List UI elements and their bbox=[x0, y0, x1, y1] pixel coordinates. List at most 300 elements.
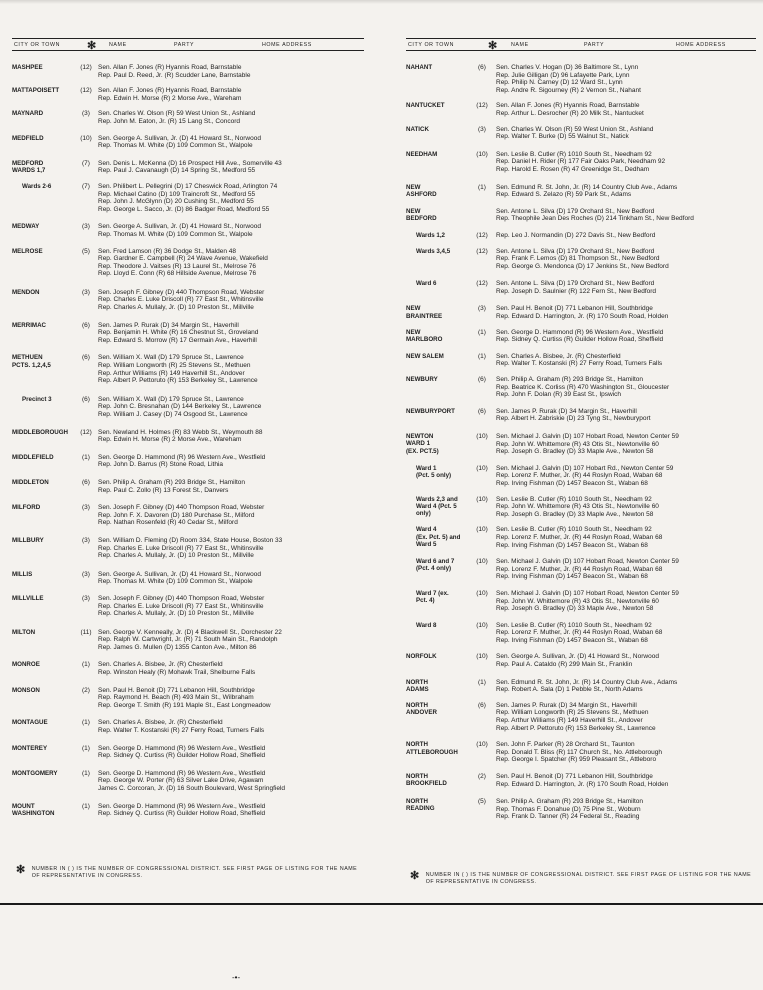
representatives bbox=[496, 798, 756, 821]
sub-area-name: Wards 1,2 bbox=[416, 231, 446, 239]
legislator-line: Rep. Paul C. Zollo (R) 13 Forest St., Danvers bbox=[98, 486, 229, 494]
representatives bbox=[496, 558, 756, 581]
town-name: MASHPEE bbox=[12, 64, 43, 71]
legislator-line: Sen. William X. Wall (D) 179 Spruce St., Lawrence bbox=[98, 395, 244, 403]
town-entry bbox=[406, 702, 756, 732]
town-entry bbox=[12, 504, 364, 527]
legislator-line: Rep. Edwin H. Morse (R) 2 Morse Ave., Wareham bbox=[98, 94, 242, 102]
town-entry bbox=[406, 465, 756, 488]
representatives bbox=[496, 702, 756, 732]
legislator-line: Rep. Edwin H. Morse (R) 2 Morse Ave., Wareham bbox=[98, 436, 242, 444]
representatives bbox=[98, 135, 364, 150]
town-entry bbox=[12, 87, 364, 102]
page-mark: -•- bbox=[232, 973, 241, 982]
legislator-line: Rep. John C. Bresnahan (D) 144 Berkeley St., Lawrence bbox=[98, 403, 262, 411]
representatives bbox=[98, 183, 364, 213]
legislator-line: Rep. Albert P. Pettoruto (R) 153 Berkeley St., Lawrence bbox=[98, 377, 258, 385]
legislator-line: Sen. Joseph F. Gibney (D) 440 Thompson Road, Webster bbox=[98, 504, 265, 512]
legislator-line: Sen. Michael J. Galvin (D) 107 Hobart Road, Newton Center 59 bbox=[496, 589, 679, 597]
town-entry bbox=[12, 479, 364, 494]
legislator-line: Rep. Irving Fishman (D) 1457 Beacon St., Waban 68 bbox=[496, 636, 648, 644]
representatives bbox=[496, 64, 756, 94]
town-entry bbox=[12, 223, 364, 238]
legislator-line: Sen. Leslie B. Cutler (R) 1010 South St., Needham 92 bbox=[496, 621, 652, 629]
legislator-line: Sen. Philibert L. Pellegrini (D) 17 Cheswick Road, Arlington 74 bbox=[98, 182, 278, 190]
town-name: MIDDLEFIELD bbox=[12, 453, 54, 461]
legislator-line: Sen. George V. Kenneally, Jr. (D) 4 Blackwell St., Dorchester 22 bbox=[98, 628, 282, 636]
town-name: MILLIS bbox=[12, 570, 33, 578]
congressional-district: (10) bbox=[80, 134, 92, 142]
congressional-district: (10) bbox=[476, 589, 488, 597]
town-name: MATTAPOISETT bbox=[12, 87, 60, 95]
sub-area-name: Ward 6 bbox=[416, 280, 437, 288]
legislator-line: Rep. Michael Catino (D) 109 Traincroft St., Medford 55 bbox=[98, 190, 256, 198]
representatives bbox=[496, 465, 756, 488]
legislator-line: Sen. George A. Sullivan, Jr. (D) 41 Howard St., Norwood bbox=[98, 134, 261, 142]
asterisk-icon: ✻ bbox=[410, 870, 420, 882]
legislator-line: Sen. Charles A. Bisbee, Jr. (R) Chesterfield bbox=[496, 352, 621, 360]
congressional-district: (10) bbox=[476, 558, 488, 566]
representatives bbox=[98, 479, 364, 494]
town-entry bbox=[12, 745, 364, 760]
legislator-line: Sen. George A. Sullivan, Jr. (D) 41 Howard St., Norwood bbox=[496, 653, 659, 661]
legislator-line: Rep. Ralph W. Cartwright, Jr. (R) 71 South Main St., Randolph bbox=[98, 636, 278, 644]
town-entry bbox=[12, 571, 364, 586]
legislator-line: Sen. Charles W. Olson (R) 59 West Union St., Ashland bbox=[98, 110, 256, 118]
congressional-district: (1) bbox=[478, 183, 486, 191]
header-name: NAME bbox=[511, 41, 529, 48]
town-entry bbox=[406, 408, 756, 423]
legislator-line: Rep. Raymond H. Beach (R) 493 Main St., Wilbraham bbox=[98, 694, 254, 702]
representatives bbox=[98, 719, 364, 734]
town-name: MERRIMAC bbox=[12, 321, 47, 329]
legislator-line: Rep. Lorenz F. Muther, Jr. (R) 44 Roslyn Road, Waban 68 bbox=[496, 472, 663, 480]
congressional-district: (6) bbox=[478, 64, 486, 71]
footnote-right bbox=[410, 872, 755, 886]
sub-area-name: Ward 6 and 7 (Pct. 4 only) bbox=[416, 558, 455, 573]
congressional-district: (10) bbox=[476, 741, 488, 749]
representatives bbox=[496, 151, 756, 174]
town-entry bbox=[12, 396, 364, 419]
legislator-line: Sen. Paul H. Benoit (D) 771 Lebanon Hill, Southbridge bbox=[496, 305, 653, 313]
town-entry bbox=[406, 433, 756, 456]
congressional-district: (6) bbox=[82, 478, 90, 486]
representatives bbox=[496, 773, 756, 788]
legislator-line: Rep. Philip N. Carney (D) 12 Ward St., Lynn bbox=[496, 79, 623, 87]
legislator-line: Rep. Donald T. Bliss (R) 117 Church St., No. Attleborough bbox=[496, 748, 662, 756]
header-home-address: HOME ADDRESS bbox=[262, 41, 312, 48]
town-entry bbox=[12, 687, 364, 710]
representatives bbox=[98, 396, 364, 419]
header-city-or-town: CITY OR TOWN bbox=[14, 41, 61, 48]
legislator-line: Rep. Sidney Q. Curtiss (R) Guilder Hollow Road, Sheffield bbox=[98, 810, 266, 818]
legislator-line: Sen. Leslie B. Cutler (R) 1010 South St., Needham 92 bbox=[496, 150, 652, 158]
legislator-line: Rep. George W. Porter (R) 63 Silver Lake Drive, Agawam bbox=[98, 777, 264, 785]
congressional-district: (12) bbox=[476, 231, 488, 239]
legislator-line: Rep. Arthur L. Desrocher (R) 20 Milk St., Nantucket bbox=[496, 109, 644, 117]
town-name: MAYNARD bbox=[12, 110, 44, 118]
column-header bbox=[406, 38, 756, 51]
sub-area-name: Wards 3,4,5 bbox=[416, 247, 451, 255]
column-header bbox=[12, 38, 364, 51]
town-name: MIDDLEBOROUGH bbox=[12, 428, 69, 436]
town-name: NORTH ATTLEBOROUGH bbox=[406, 741, 458, 756]
legislator-line: Rep. Joseph G. Bradley (D) 33 Maple Ave., Newton 58 bbox=[496, 605, 654, 613]
legislator-line: Rep. Winston Healy (R) Mohawk Trail, Shelburne Falls bbox=[98, 669, 256, 677]
town-name: MONTGOMERY bbox=[12, 769, 58, 777]
representatives bbox=[98, 687, 364, 710]
legislator-line: Rep. Thomas M. White (D) 109 Common St., Walpole bbox=[98, 142, 253, 150]
legislator-line: Rep. Arthur Williams (R) 149 Haverhill St., Andover bbox=[496, 717, 643, 725]
representatives bbox=[496, 329, 756, 344]
representatives bbox=[496, 408, 756, 423]
congressional-district: (3) bbox=[478, 305, 486, 313]
sub-area-name: Wards 2,3 and Ward 4 (Pct. 5 only) bbox=[416, 495, 458, 518]
header-party: PARTY bbox=[174, 41, 195, 48]
legislator-line: Rep. Albert H. Zabriskie (D) 23 Tyng St., Newburyport bbox=[496, 415, 651, 423]
legislator-line: Rep. Julie Gilligan (D) 96 Lafayette Park, Lynn bbox=[496, 71, 630, 79]
town-entry bbox=[406, 329, 756, 344]
legislator-line: Rep. Edward D. Harrington, Jr. (R) 170 South Road, Holden bbox=[496, 313, 669, 321]
congressional-district: (11) bbox=[80, 628, 92, 636]
town-entry bbox=[406, 151, 756, 174]
representatives bbox=[496, 653, 756, 668]
congressional-district: (5) bbox=[82, 247, 90, 255]
town-name: MENDON bbox=[12, 288, 40, 296]
representatives bbox=[496, 353, 756, 368]
congressional-district: (1) bbox=[478, 352, 486, 360]
town-entry bbox=[406, 64, 756, 94]
legislator-line: Sen. James P. Rurak (D) 34 Margin St., Haverhill bbox=[496, 407, 637, 415]
legislator-line: Sen. Leslie B. Cutler (R) 1010 South St., Needham 92 bbox=[496, 495, 652, 503]
legislator-line: Rep. Beatrice K. Corliss (R) 470 Washington St., Gloucester bbox=[496, 383, 670, 391]
legislator-line: Rep. Joseph D. Saulnier (R) 122 Fern St., New Bedford bbox=[496, 287, 657, 295]
town-name: NEEDHAM bbox=[406, 150, 438, 158]
representatives bbox=[98, 595, 364, 618]
town-entry bbox=[406, 653, 756, 668]
congressional-district: (6) bbox=[82, 395, 90, 403]
legislator-line: Sen. George D. Hammond (R) 96 Western Ave., Westfield bbox=[98, 453, 266, 461]
congressional-district: (1) bbox=[82, 802, 90, 810]
town-entry bbox=[406, 232, 756, 240]
congressional-district: (10) bbox=[476, 621, 488, 629]
town-entry bbox=[12, 135, 364, 150]
town-name: NORFOLK bbox=[406, 653, 437, 661]
legislator-line: Rep. Joseph G. Bradley (D) 33 Maple Ave., Newton 58 bbox=[496, 448, 654, 456]
legislator-line: Rep. Lloyd E. Conn (R) 68 Hillside Avenue, Melrose 76 bbox=[98, 270, 257, 278]
town-name: MOUNT WASHINGTON bbox=[12, 802, 55, 817]
representatives bbox=[496, 496, 756, 519]
town-entry bbox=[406, 622, 756, 645]
representatives bbox=[98, 661, 364, 676]
legislator-line: Rep. William Longworth (R) 25 Stevens St., Methuen bbox=[98, 362, 251, 370]
legislator-line: Sen. Antone L. Silva (D) 179 Orchard St., New Bedford bbox=[496, 247, 655, 255]
representatives bbox=[496, 248, 756, 271]
congressional-district: (10) bbox=[476, 653, 488, 661]
town-entry bbox=[406, 208, 756, 223]
town-name: NORTH ANDOVER bbox=[406, 701, 437, 717]
town-name: MEDFORD WARDS 1,7 bbox=[12, 159, 46, 175]
town-name: NEWBURYPORT bbox=[406, 407, 455, 415]
header-city-or-town: CITY OR TOWN bbox=[408, 41, 455, 48]
legislator-line: Sen. George D. Hammond (R) 96 Western Ave., Westfield bbox=[98, 744, 266, 752]
town-name: MONTEREY bbox=[12, 744, 48, 752]
town-entry bbox=[406, 280, 756, 295]
town-entry bbox=[406, 305, 756, 320]
town-entry bbox=[406, 184, 756, 199]
town-name: NEWBURY bbox=[406, 376, 438, 384]
representatives bbox=[496, 622, 756, 645]
congressional-district: (2) bbox=[82, 686, 90, 694]
legislator-line: Rep. Paul A. Cataldo (R) 299 Main St., Franklin bbox=[496, 661, 633, 669]
legislator-line: Rep. Thomas M. White (D) 109 Common St., Walpole bbox=[98, 230, 253, 238]
legislator-line: Rep. Lorenz F. Muther, Jr. (R) 44 Roslyn Road, Waban 68 bbox=[496, 629, 663, 637]
legislator-line: Sen. James P. Rurak (D) 34 Margin St., Haverhill bbox=[496, 701, 637, 709]
legislator-line: Rep. Leo J. Normandin (D) 272 Davis St., New Bedford bbox=[496, 231, 656, 239]
congressional-district: (3) bbox=[82, 223, 90, 231]
congressional-district: (6) bbox=[82, 321, 90, 329]
sub-area-name: Wards 2-6 bbox=[22, 182, 52, 190]
legislator-line: Sen. William D. Fleming (D) Room 334, State House, Boston 33 bbox=[98, 536, 283, 544]
town-name: METHUEN PCTS. 1,2,4,5 bbox=[12, 354, 51, 369]
legislator-line: Sen. George D. Hammond (R) 96 Western Ave., Westfield bbox=[98, 802, 266, 810]
congressional-district: (3) bbox=[82, 594, 90, 602]
right-column bbox=[406, 38, 756, 830]
legislator-line: Sen. John F. Parker (R) 28 Orchard St., Taunton bbox=[496, 741, 635, 749]
congressional-district: (1) bbox=[82, 769, 90, 777]
sub-area-name: Ward 7 (ex. Pct. 4) bbox=[416, 589, 449, 605]
legislator-line: Rep. Walter T. Kostanski (R) 27 Ferry Road, Turners Falls bbox=[98, 727, 265, 735]
legislator-line: Sen. Joseph F. Gibney (D) 440 Thompson Road, Webster bbox=[98, 594, 265, 602]
representatives bbox=[98, 160, 364, 175]
town-name: NEW ASHFORD bbox=[406, 183, 437, 198]
legislator-line: Rep. George G. Mendonca (D) 17 Jenkins St., New Bedford bbox=[496, 262, 669, 270]
representatives bbox=[496, 376, 756, 399]
town-name: MILLBURY bbox=[12, 536, 44, 544]
town-entry bbox=[406, 526, 756, 549]
header-name: NAME bbox=[109, 41, 127, 48]
legislator-line: Sen. Denis L. McKenna (D) 16 Prospect Hill Ave., Somerville 43 bbox=[98, 159, 282, 167]
town-entry bbox=[406, 679, 756, 694]
congressional-district: (5) bbox=[478, 798, 486, 806]
town-entry bbox=[12, 770, 364, 793]
town-name: MILLVILLE bbox=[12, 594, 44, 602]
legislator-line: Rep. Paul J. Cavanaugh (D) 14 Spring St., Medford 55 bbox=[98, 167, 256, 175]
town-entry bbox=[12, 719, 364, 734]
legislator-line: Sen. Newland H. Holmes (R) 83 Webb St., Weymouth 88 bbox=[98, 428, 263, 436]
congressional-district: (3) bbox=[478, 125, 486, 133]
congressional-district: (3) bbox=[82, 536, 90, 544]
town-name: MIDDLETON bbox=[12, 478, 49, 486]
town-entry bbox=[406, 798, 756, 821]
legislator-line: Rep. Robert A. Sala (D) 1 Pebble St., North Adams bbox=[496, 686, 643, 694]
legislator-line: Rep. Theophile Jean Des Roches (D) 214 Tinkham St., New Bedford bbox=[496, 215, 694, 223]
legislator-line: Rep. Frank D. Tanner (R) 24 Federal St., Reading bbox=[496, 813, 640, 821]
legislator-line: Rep. William Longworth (R) 25 Stevens St., Methuen bbox=[496, 709, 649, 717]
congressional-district: (6) bbox=[478, 701, 486, 709]
legislator-line: Rep. Daniel H. Rider (R) 177 Fair Oaks Park, Needham 92 bbox=[496, 158, 666, 166]
representatives bbox=[98, 354, 364, 384]
representatives bbox=[496, 184, 756, 199]
town-entry bbox=[406, 102, 756, 117]
representatives bbox=[98, 429, 364, 444]
town-name: MONROE bbox=[12, 661, 40, 669]
town-entry bbox=[12, 429, 364, 444]
town-name: NATICK bbox=[406, 125, 429, 133]
town-entry bbox=[12, 248, 364, 278]
legislator-line: Rep. Theodore J. Vaitses (R) 13 Laurel St., Melrose 76 bbox=[98, 262, 257, 270]
legislator-line: Rep. Thomas M. White (D) 109 Common St., Walpole bbox=[98, 578, 253, 586]
legislator-line: James C. Corcoran, Jr. (D) 16 South Boulevard, West Springfield bbox=[98, 785, 286, 792]
left-entries bbox=[12, 64, 364, 818]
congressional-district bbox=[468, 208, 496, 223]
congressional-district: (10) bbox=[476, 526, 488, 534]
town-name: NEW MARLBORO bbox=[406, 328, 443, 343]
legislator-line: Rep. Charles A. Mullaly, Jr. (D) 10 Preston St., Millville bbox=[98, 304, 254, 312]
legislator-line: Rep. John W. Whittemore (R) 43 Otis St., Newtonville 60 bbox=[496, 440, 659, 448]
sub-area-name: Ward 8 bbox=[416, 621, 437, 629]
page-top-edge bbox=[0, 0, 763, 4]
congressional-district: (6) bbox=[478, 376, 486, 384]
representatives bbox=[98, 745, 364, 760]
town-name: NAHANT bbox=[406, 64, 433, 71]
legislator-line: Rep. Benjamin H. White (R) 16 Chestnut St., Groveland bbox=[98, 329, 259, 337]
congressional-district: (10) bbox=[476, 464, 488, 472]
legislator-line: Rep. Nathan Rosenfeld (R) 40 Cedar St., Milford bbox=[98, 519, 238, 527]
town-name: NEW BRAINTREE bbox=[406, 305, 443, 320]
town-entry bbox=[12, 595, 364, 618]
legislator-line: Rep. Charles A. Mullaly, Jr. (D) 10 Preston St., Millville bbox=[98, 610, 254, 618]
representatives bbox=[496, 126, 756, 141]
footnote-text: NUMBER IN ( ) IS THE NUMBER OF CONGRESSIONAL DISTRICT. SEE FIRST PAGE OF LISTING FOR THE NAME OF REPRESENTATIVE IN CONGRESS. bbox=[31, 866, 358, 879]
representatives bbox=[496, 305, 756, 320]
congressional-district: (7) bbox=[82, 182, 90, 190]
legislator-line: Rep. Irving Fishman (D) 1457 Beacon St., Waban 68 bbox=[496, 541, 648, 549]
legislator-line: Sen. Allan F. Jones (R) Hyannis Road, Barnstable bbox=[98, 87, 242, 95]
town-name: NEWTON WARD 1 (EX. PCT.5) bbox=[406, 433, 439, 455]
town-name: NORTH BROOKFIELD bbox=[406, 773, 447, 788]
legislator-line: Sen. Michael J. Galvin (D) 107 Hobart Road, Newton Center 59 bbox=[496, 558, 679, 566]
legislator-line: Rep. George T. Smith (R) 191 Maple St., East Longmeadow bbox=[98, 701, 271, 709]
legislator-line: Sen. Philip A. Graham (R) 293 Bridge St., Hamilton bbox=[98, 478, 246, 486]
legislator-line: Rep. Gardner E. Campbell (R) 24 Wave Avenue, Wakefield bbox=[98, 255, 268, 263]
legislator-line: Rep. Sidney Q. Curtiss (R) Guilder Hollow Road, Sheffield bbox=[496, 336, 664, 344]
representatives bbox=[496, 433, 756, 456]
sub-area-name: Ward 1 (Pct. 5 only) bbox=[416, 464, 452, 480]
legislator-line: Sen. Charles A. Bisbee, Jr. (R) Chesterfield bbox=[98, 661, 223, 669]
legislator-line: Sen. William X. Wall (D) 179 Spruce St., Lawrence bbox=[98, 354, 244, 362]
legislator-line: Rep. Walter T. Kostanski (R) 27 Ferry Road, Turners Falls bbox=[496, 360, 663, 368]
town-name: MONTAGUE bbox=[12, 719, 48, 727]
legislator-line: Sen. Joseph F. Gibney (D) 440 Thompson Road, Webster bbox=[98, 288, 265, 296]
representatives bbox=[496, 590, 756, 613]
town-entry bbox=[12, 160, 364, 175]
legislator-line: Sen. Edmund R. St. John, Jr. (R) 14 Country Club Ave., Adams bbox=[496, 678, 678, 686]
town-entry bbox=[12, 537, 364, 560]
legislator-line: Sen. Edmund R. St. John, Jr. (R) 14 Country Club Ave., Adams bbox=[496, 183, 678, 191]
town-entry bbox=[406, 496, 756, 519]
bottom-rule bbox=[0, 903, 763, 905]
legislator-line: Rep. William J. Casey (D) 74 Osgood St., Lawrence bbox=[98, 411, 248, 418]
legislator-line: Rep. Edward D. Harrington, Jr. (R) 170 South Road, Holden bbox=[496, 780, 669, 788]
legislator-line: Rep. John F. Dolan (R) 39 East St., Ipswich bbox=[496, 391, 621, 399]
legislator-line: Rep. Charles E. Luke Driscoll (R) 77 East St., Whitinsville bbox=[98, 296, 264, 304]
town-name: MILFORD bbox=[12, 504, 41, 512]
representatives bbox=[98, 504, 364, 527]
legislator-line: Sen. George D. Hammond (R) 96 Western Ave., Westfield bbox=[496, 328, 664, 336]
congressional-district: (1) bbox=[478, 678, 486, 686]
town-entry bbox=[12, 322, 364, 345]
right-entries bbox=[406, 64, 756, 821]
representatives bbox=[496, 208, 756, 223]
representatives bbox=[98, 110, 364, 125]
congressional-district: (1) bbox=[82, 453, 90, 461]
legislator-line: Rep. Sidney Q. Curtiss (R) Guilder Hollow Road, Sheffield bbox=[98, 752, 266, 760]
legislator-line: Sen. Antone L. Silva (D) 179 Orchard St., New Bedford bbox=[496, 207, 655, 215]
legislator-line: Sen. Paul H. Benoit (D) 771 Lebanon Hill, Southbridge bbox=[496, 773, 653, 780]
congressional-district: (10) bbox=[476, 433, 488, 440]
legislator-line: Sen. George D. Hammond (R) 96 Western Ave., Westfield bbox=[98, 769, 266, 777]
congressional-district: (12) bbox=[476, 280, 488, 288]
sub-area-name: Precinct 3 bbox=[22, 395, 52, 403]
town-entry bbox=[12, 354, 364, 384]
asterisk-icon: ✻ bbox=[87, 40, 97, 52]
legislator-line: Rep. John M. Eaton, Jr. (R) 15 Lang St., Concord bbox=[98, 117, 240, 125]
representatives bbox=[98, 454, 364, 469]
town-entry bbox=[406, 353, 756, 368]
town-entry bbox=[406, 590, 756, 613]
legislator-line: Sen. George A. Sullivan, Jr. (D) 41 Howard St., Norwood bbox=[98, 570, 261, 578]
representatives bbox=[496, 280, 756, 295]
legislator-line: Rep. George L. Sacco, Jr. (D) 86 Badger Road, Medford 55 bbox=[98, 205, 270, 213]
legislator-line: Sen. Charles A. Bisbee, Jr. (R) Chesterfield bbox=[98, 719, 223, 727]
legislator-line: Rep. Andre R. Sigourney (R) 2 Vernon St., Nahant bbox=[496, 86, 641, 94]
representatives bbox=[98, 248, 364, 278]
town-entry bbox=[406, 741, 756, 764]
legislator-line: Sen. Fred Lamson (R) 36 Dodge St., Malden 48 bbox=[98, 247, 237, 255]
town-entry bbox=[12, 803, 364, 818]
legislator-line: Sen. Leslie B. Cutler (R) 1010 South St., Needham 92 bbox=[496, 526, 652, 534]
legislator-line: Rep. Edward S. Zelazo (R) 59 Park St., Adams bbox=[496, 191, 632, 199]
legislator-line: Rep. George I. Spatcher (R) 959 Pleasant St., Attleboro bbox=[496, 756, 657, 764]
legislator-line: Sen. Allan F. Jones (R) Hyannis Road, Barnstable bbox=[98, 64, 242, 71]
legislator-line: Sen. Paul H. Benoit (D) 771 Lebanon Hill, Southbridge bbox=[98, 686, 255, 694]
town-name: MEDFIELD bbox=[12, 134, 44, 142]
legislator-line: Rep. Paul D. Reed, Jr. (R) Scudder Lane, Barnstable bbox=[98, 71, 251, 79]
town-entry bbox=[12, 289, 364, 312]
legislator-line: Sen. Antone L. Silva (D) 179 Orchard St., New Bedford bbox=[496, 280, 655, 288]
legislator-line: Sen. George A. Sullivan, Jr. (D) 41 Howard St., Norwood bbox=[98, 223, 261, 231]
town-name: NANTUCKET bbox=[406, 102, 445, 110]
congressional-district: (3) bbox=[82, 288, 90, 296]
town-name: MILTON bbox=[12, 628, 36, 636]
legislator-line: Rep. Lorenz F. Muther, Jr. (R) 44 Roslyn Road, Waban 68 bbox=[496, 533, 663, 541]
legislator-line: Sen. James P. Rurak (D) 34 Margin St., Haverhill bbox=[98, 321, 239, 329]
congressional-district: (3) bbox=[82, 570, 90, 578]
town-entry bbox=[12, 110, 364, 125]
congressional-district: (12) bbox=[80, 87, 92, 95]
legislator-line: Rep. Albert P. Pettoruto (R) 153 Berkeley St., Lawrence bbox=[496, 724, 656, 732]
town-entry bbox=[12, 661, 364, 676]
legislator-line: Rep. Arthur Williams (R) 149 Haverhill St., Andover bbox=[98, 369, 245, 377]
legislator-line: Rep. Walter T. Burke (D) 55 Walnut St., Natick bbox=[496, 133, 629, 141]
representatives bbox=[98, 223, 364, 238]
representatives bbox=[98, 629, 364, 652]
legislator-line: Rep. John J. McGlynn (D) 20 Cushing St., Medford 55 bbox=[98, 198, 254, 206]
legislator-line: Sen. Philip A. Graham (R) 293 Bridge St., Hamilton bbox=[496, 798, 644, 806]
town-name: MELROSE bbox=[12, 247, 43, 255]
congressional-district: (12) bbox=[80, 64, 92, 71]
